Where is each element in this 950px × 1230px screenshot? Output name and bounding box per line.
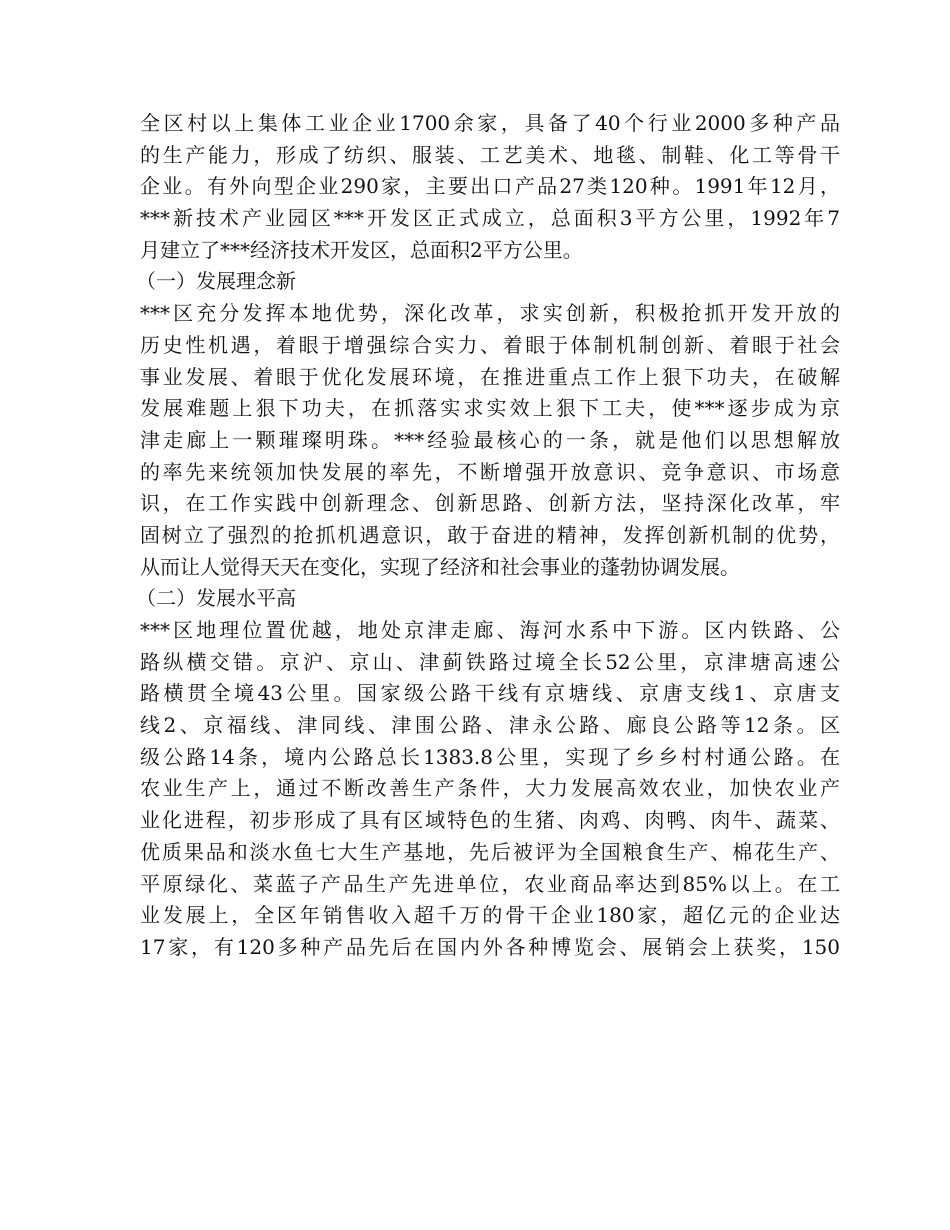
text-line: ***新技术产业园区***开发区正式成立，总面积3平方公里，1992年7 bbox=[140, 206, 840, 231]
text-line: ***区充分发挥本地优势，深化改革，求实创新，积极抢抓开发开放的 bbox=[140, 301, 840, 326]
section-heading-2: （二）发展水平高 bbox=[136, 586, 296, 611]
section-heading-1: （一）发展理念新 bbox=[136, 269, 296, 294]
text-line: 津走廊上一颗璀璨明珠。***经验最核心的一条，就是他们以思想解放 bbox=[140, 427, 840, 452]
text-line: 路纵横交错。京沪、京山、津蓟铁路过境全长52公里，京津塘高速公 bbox=[140, 649, 840, 674]
text-line: 识，在工作实践中创新理念、创新思路、创新方法，坚持深化改革，牢 bbox=[140, 491, 840, 516]
text-line: 企业。有外向型企业290家，主要出口产品27类120种。1991年12月， bbox=[140, 174, 840, 199]
text-line: 从而让人觉得天天在变化，实现了经济和社会事业的蓬勃协调发展。 bbox=[140, 554, 740, 579]
text-line: 的生产能力，形成了纺织、服装、工艺美术、地毯、制鞋、化工等骨干 bbox=[140, 142, 840, 167]
text-line: 全区村以上集体工业企业1700余家，具备了40个行业2000多种产品 bbox=[140, 111, 840, 135]
text-line: 线2、京福线、津同线、津围公路、津永公路、廊良公路等12条。区 bbox=[140, 713, 840, 738]
text-line: 路横贯全境43公里。国家级公路干线有京塘线、京唐支线1、京唐支 bbox=[140, 681, 840, 706]
text-line: 发展难题上狠下功夫，在抓落实求实效上狠下工夫，使***逐步成为京 bbox=[140, 396, 840, 421]
text-line: 17家，有120多种产品先后在国内外各种博览会、展销会上获奖，150 bbox=[140, 934, 840, 959]
text-line: 优质果品和淡水鱼七大生产基地，先后被评为全国粮食生产、棉花生产、 bbox=[140, 839, 840, 864]
text-line: 事业发展、着眼于优化发展环境，在推进重点工作上狠下功夫，在破解 bbox=[140, 364, 840, 389]
text-line: 业化进程，初步形成了具有区域特色的生猪、肉鸡、肉鸭、肉牛、蔬菜、 bbox=[140, 808, 840, 833]
text-line: 历史性机遇，着眼于增强综合实力、着眼于体制机制创新、着眼于社会 bbox=[140, 332, 840, 357]
text-line: 业发展上，全区年销售收入超千万的骨干企业180家，超亿元的企业达 bbox=[140, 903, 840, 928]
paragraph-industry bbox=[140, 108, 840, 266]
text-line: 的率先来统领加快发展的率先，不断增强开放意识、竞争意识、市场意 bbox=[140, 459, 840, 484]
paragraph-development-concept bbox=[140, 298, 840, 583]
text-line: 固树立了强烈的抢抓机遇意识，敢于奋进的精神，发挥创新机制的优势， bbox=[140, 522, 840, 547]
text-line: 农业生产上，通过不断改善生产条件，大力发展高效农业，加快农业产 bbox=[140, 776, 840, 801]
text-line: ***区地理位置优越，地处京津走廊、海河水系中下游。区内铁路、公 bbox=[140, 618, 840, 642]
document-page bbox=[136, 108, 840, 964]
paragraph-development-level bbox=[140, 615, 840, 964]
text-line: 月建立了***经济技术开发区，总面积2平方公里。 bbox=[140, 237, 583, 262]
text-line: 级公路14条，境内公路总长1383.8公里，实现了乡乡村村通公路。在 bbox=[140, 744, 840, 769]
text-line: 平原绿化、菜蓝子产品生产先进单位，农业商品率达到85%以上。在工 bbox=[140, 871, 840, 896]
